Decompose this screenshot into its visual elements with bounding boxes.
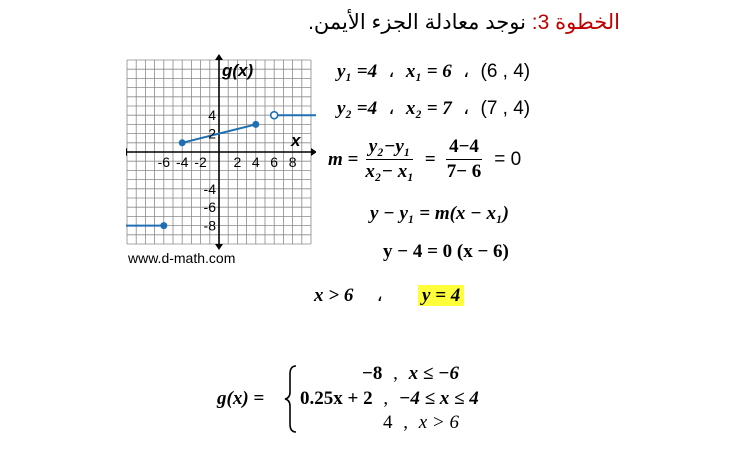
- point-one-row: [337, 60, 530, 83]
- slope-lhs: m =: [328, 148, 359, 170]
- axis-arrow: [126, 148, 127, 156]
- x1-value: x₁ = 6: [405, 61, 452, 82]
- piece-two-cond: −4 ≤ x ≤ 4: [398, 388, 479, 409]
- slope-numerator: y₂−y₁: [366, 136, 414, 160]
- x-tick-label: -4: [175, 154, 189, 170]
- separator: ،: [388, 61, 395, 82]
- slope-result: = 0: [494, 148, 522, 170]
- separator: ،: [388, 98, 395, 119]
- piece-three-cond: x > 6: [418, 412, 460, 433]
- piece-three-expr: 4: [383, 412, 393, 433]
- piecewise-lhs: g(x) =: [217, 388, 265, 409]
- x-tick-labels: [158, 154, 297, 170]
- substituted-equation: y − 4 = 0 (x − 6): [383, 241, 509, 262]
- x-axis-label: x: [291, 131, 301, 150]
- equals-sign: =: [424, 148, 436, 170]
- separator: ،: [376, 285, 383, 306]
- slope-value-numerator: 4−4: [446, 136, 482, 160]
- point-two-row: [337, 97, 530, 120]
- piece-three: 4 , x > 6: [383, 412, 460, 433]
- x-tick-label: 6: [270, 154, 279, 170]
- piece-one-expr: −8: [362, 363, 383, 384]
- watermark: www.d-math.com: [128, 250, 236, 266]
- closed-point: [179, 139, 186, 146]
- step-label: الخطوة 3:: [531, 11, 620, 34]
- slope-fraction: [362, 136, 417, 183]
- x2-value: x₂ = 7: [405, 98, 452, 119]
- y-tick-label: -4: [203, 180, 216, 197]
- x-tick-label: 4: [251, 154, 260, 170]
- step-text: نوجد معادلة الجزء الأيمن.: [308, 11, 526, 34]
- y2-value: y₂ =4: [337, 98, 378, 119]
- x-tick-label: 2: [233, 154, 242, 170]
- slope-value-denominator: 7− 6: [446, 161, 482, 182]
- open-point: [271, 112, 278, 119]
- point-two: (7 , 4): [480, 98, 531, 119]
- slope-formula: [328, 136, 521, 183]
- y-tick-label: 2: [208, 125, 216, 142]
- function-graph: [126, 54, 316, 254]
- x-tick-label: 8: [288, 154, 297, 170]
- x-tick-label: -6: [157, 154, 171, 170]
- point-slope-equation: y − y₁ = m(x − x₁): [370, 203, 509, 224]
- axis-arrow: [215, 54, 223, 60]
- point-one: (6 , 4): [480, 61, 531, 82]
- piecewise-brace: [283, 364, 299, 434]
- function-label: g(x): [222, 61, 254, 80]
- separator: ،: [463, 98, 470, 119]
- axis-arrow: [311, 148, 316, 156]
- separator: ،: [463, 61, 470, 82]
- x-tick-label: -2: [194, 154, 207, 170]
- closed-point: [160, 222, 167, 229]
- piece-one: −8 , x ≤ −6: [362, 363, 460, 384]
- domain-row: [314, 284, 464, 307]
- highlighted-equation: y = 4: [418, 285, 464, 306]
- closed-point: [252, 121, 259, 128]
- domain-condition: x > 6: [314, 285, 354, 306]
- y-tick-label: -8: [203, 217, 216, 234]
- y-tick-label: -6: [203, 199, 216, 216]
- slope-value-fraction: [444, 136, 485, 183]
- slope-denominator: x₂− x₁: [365, 161, 414, 182]
- step-title: [308, 10, 620, 35]
- piece-one-cond: x ≤ −6: [408, 363, 460, 384]
- y1-value: y₁ =4: [337, 61, 378, 82]
- piece-two-expr: 0.25x + 2: [300, 388, 373, 409]
- y-tick-label: 4: [208, 107, 216, 124]
- piece-two: 0.25x + 2 , −4 ≤ x ≤ 4: [300, 388, 479, 409]
